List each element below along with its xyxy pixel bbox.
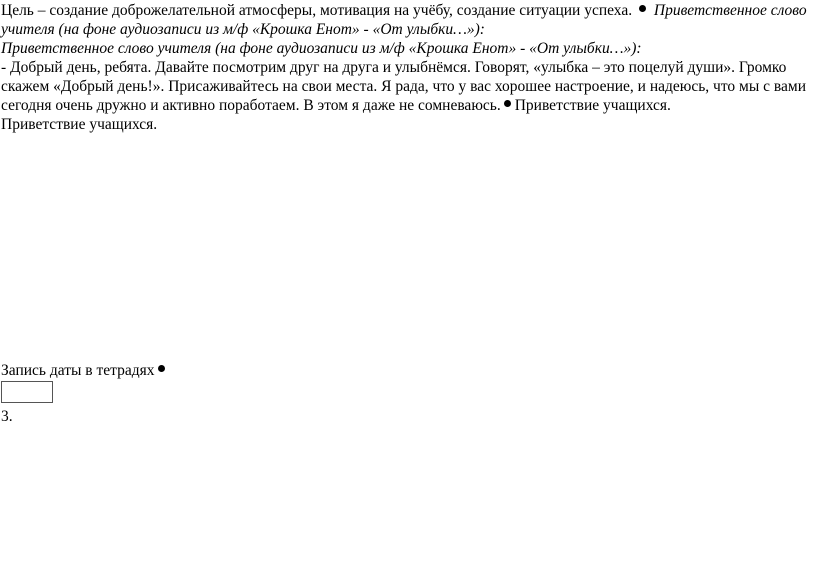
- teacher-speech-paragraph: [1, 58, 815, 115]
- empty-text-box: [1, 381, 53, 403]
- student-greeting-line: Приветствие учащихся.: [1, 116, 158, 133]
- goal-text: Цель – создание доброжелательной атмосферы, мотивация на учёбу, создание ситуации успеха.: [1, 2, 633, 19]
- bullet-icon: [504, 100, 511, 107]
- bullet-icon: [639, 5, 646, 12]
- date-record-text: Запись даты в тетрадях: [1, 362, 155, 379]
- teacher-greeting-item: Приветственное слово учителя (на фоне аудиозаписи из м/ф «Крошка Енот» - «От улыбки…»):: [1, 2, 807, 38]
- goal-paragraph: [1, 1, 815, 39]
- teacher-greeting-heading: Приветственное слово учителя (на фоне аудиозаписи из м/ф «Крошка Енот» - «От улыбки…»):: [1, 40, 642, 57]
- section-number: 3.: [1, 408, 13, 425]
- date-record-line: [1, 361, 815, 380]
- student-greeting-item: Приветствие учащихся.: [514, 97, 671, 114]
- bullet-icon: [158, 365, 165, 372]
- teacher-speech-text: - Добрый день, ребята. Давайте посмотрим друг на друга и улыбнёмся. Говорят, «улыбка – это поцелуй души». Громко скажем «Добрый день!». Присаживайтесь на свои места. Я рада, что у вас хорошее настроение, и надеюсь, что мы с вами сегодня очень дружно и активно поработаем. В этом я даже не сомневаюсь.: [1, 59, 806, 114]
